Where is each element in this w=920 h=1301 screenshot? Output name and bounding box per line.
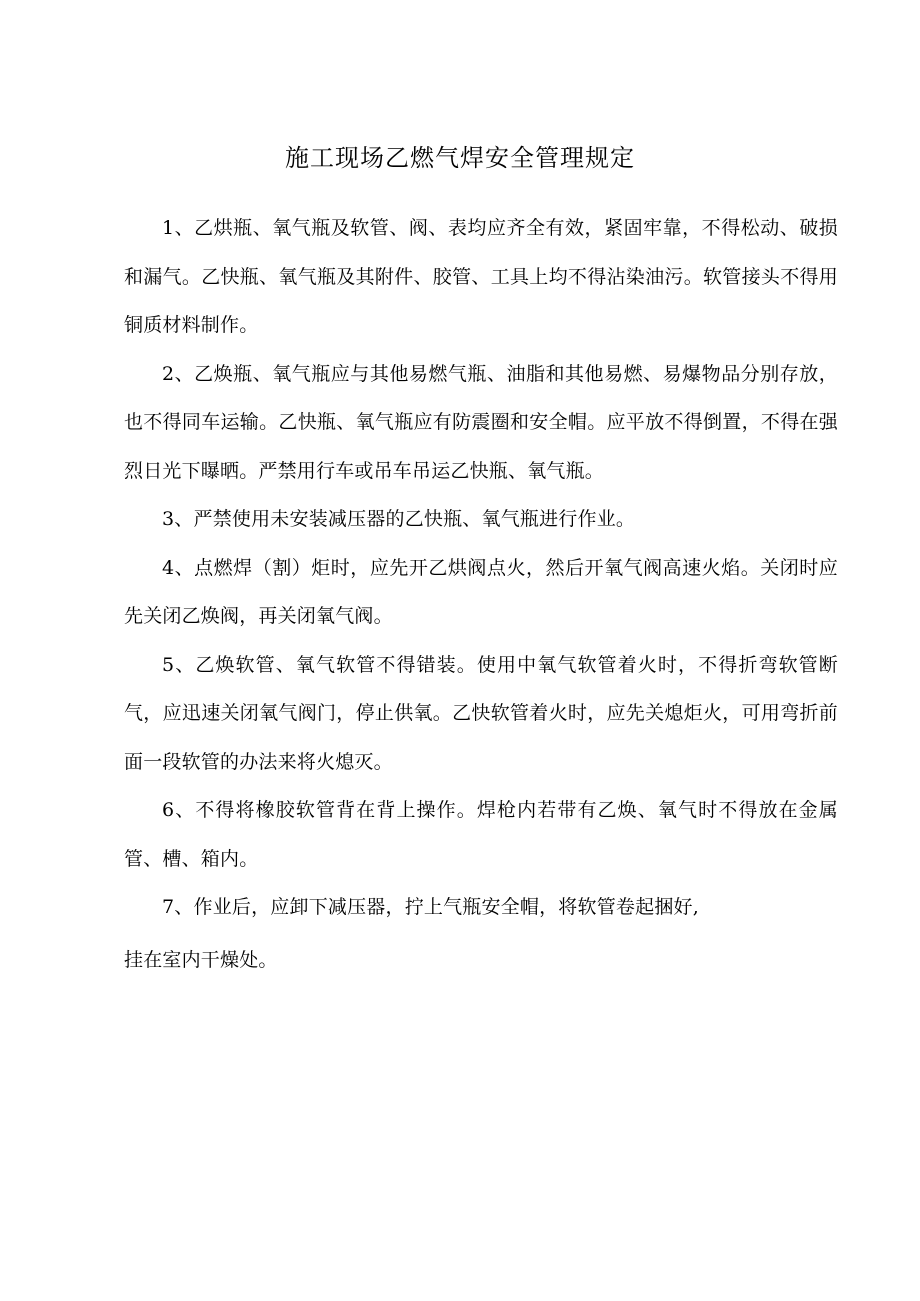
paragraph-4: 4、点燃焊（割）炬时，应先开乙烘阀点火，然后开氧气阀高速火焰。关闭时应先关闭乙焕阀，再关闭氧气阀。 (124, 556, 838, 627)
paragraph-1: 1、乙烘瓶、氧气瓶及软管、阀、表均应齐全有效，紧固牢靠，不得松动、破损和漏气。乙快瓶、氧气瓶及其附件、胶管、工具上均不得沾染油污。软管接头不得用铜质材料制作。 (124, 217, 838, 336)
paragraph-7-line-1: 7、作业后，应卸下减压器，拧上气瓶安全帽，将软管卷起捆好, (162, 896, 699, 918)
document-body (124, 204, 838, 984)
paragraph-2: 2、乙焕瓶、氧气瓶应与其他易燃气瓶、油脂和其他易燃、易爆物品分别存放，也不得同车运输。乙快瓶、氧气瓶应有防震圈和安全帽。应平放不得倒置，不得在强烈日光下曝晒。严禁用行车或吊车吊运乙快瓶、氧气瓶。 (124, 362, 838, 482)
paragraph-6: 6、不得将橡胶软管背在背上操作。焊枪内若带有乙焕、氧气时不得放在金属管、槽、箱内。 (124, 799, 838, 870)
paragraph-3: 3、严禁使用未安装减压器的乙快瓶、氧气瓶进行作业。 (162, 508, 636, 530)
document-title: 施工现场乙燃气焊安全管理规定 (285, 144, 635, 172)
paragraph-7-line-2: 挂在室内干燥处。 (124, 948, 278, 971)
paragraph-5: 5、乙焕软管、氧气软管不得错装。使用中氧气软管着火时，不得折弯软管断气，应迅速关闭氧气阀门，停止供氧。乙快软管着火时，应先关熄炬火，可用弯折前面一段软管的办法来将火熄灭。 (124, 653, 838, 773)
